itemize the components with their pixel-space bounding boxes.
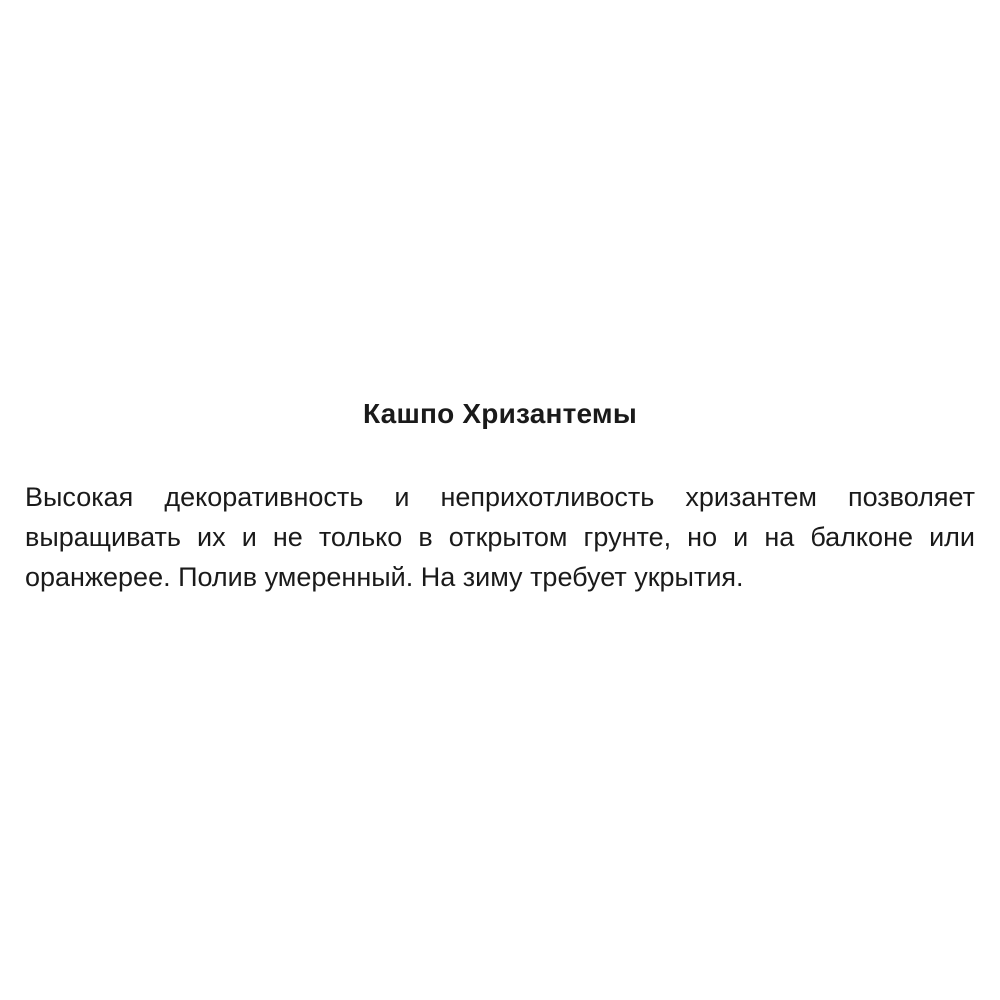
paragraph-line-3: оранжерее. Полив умеренный. На зиму требует укрытия. [25,562,744,592]
paragraph-line-2: выращивать их и не только в открытом грунте, но и на балконе или [25,522,975,552]
description-paragraph [25,477,975,597]
document-title: Кашпо Хризантемы [363,398,637,429]
paragraph-line-1: Высокая декоративность и неприхотливость хризантем позволяет [25,482,975,512]
